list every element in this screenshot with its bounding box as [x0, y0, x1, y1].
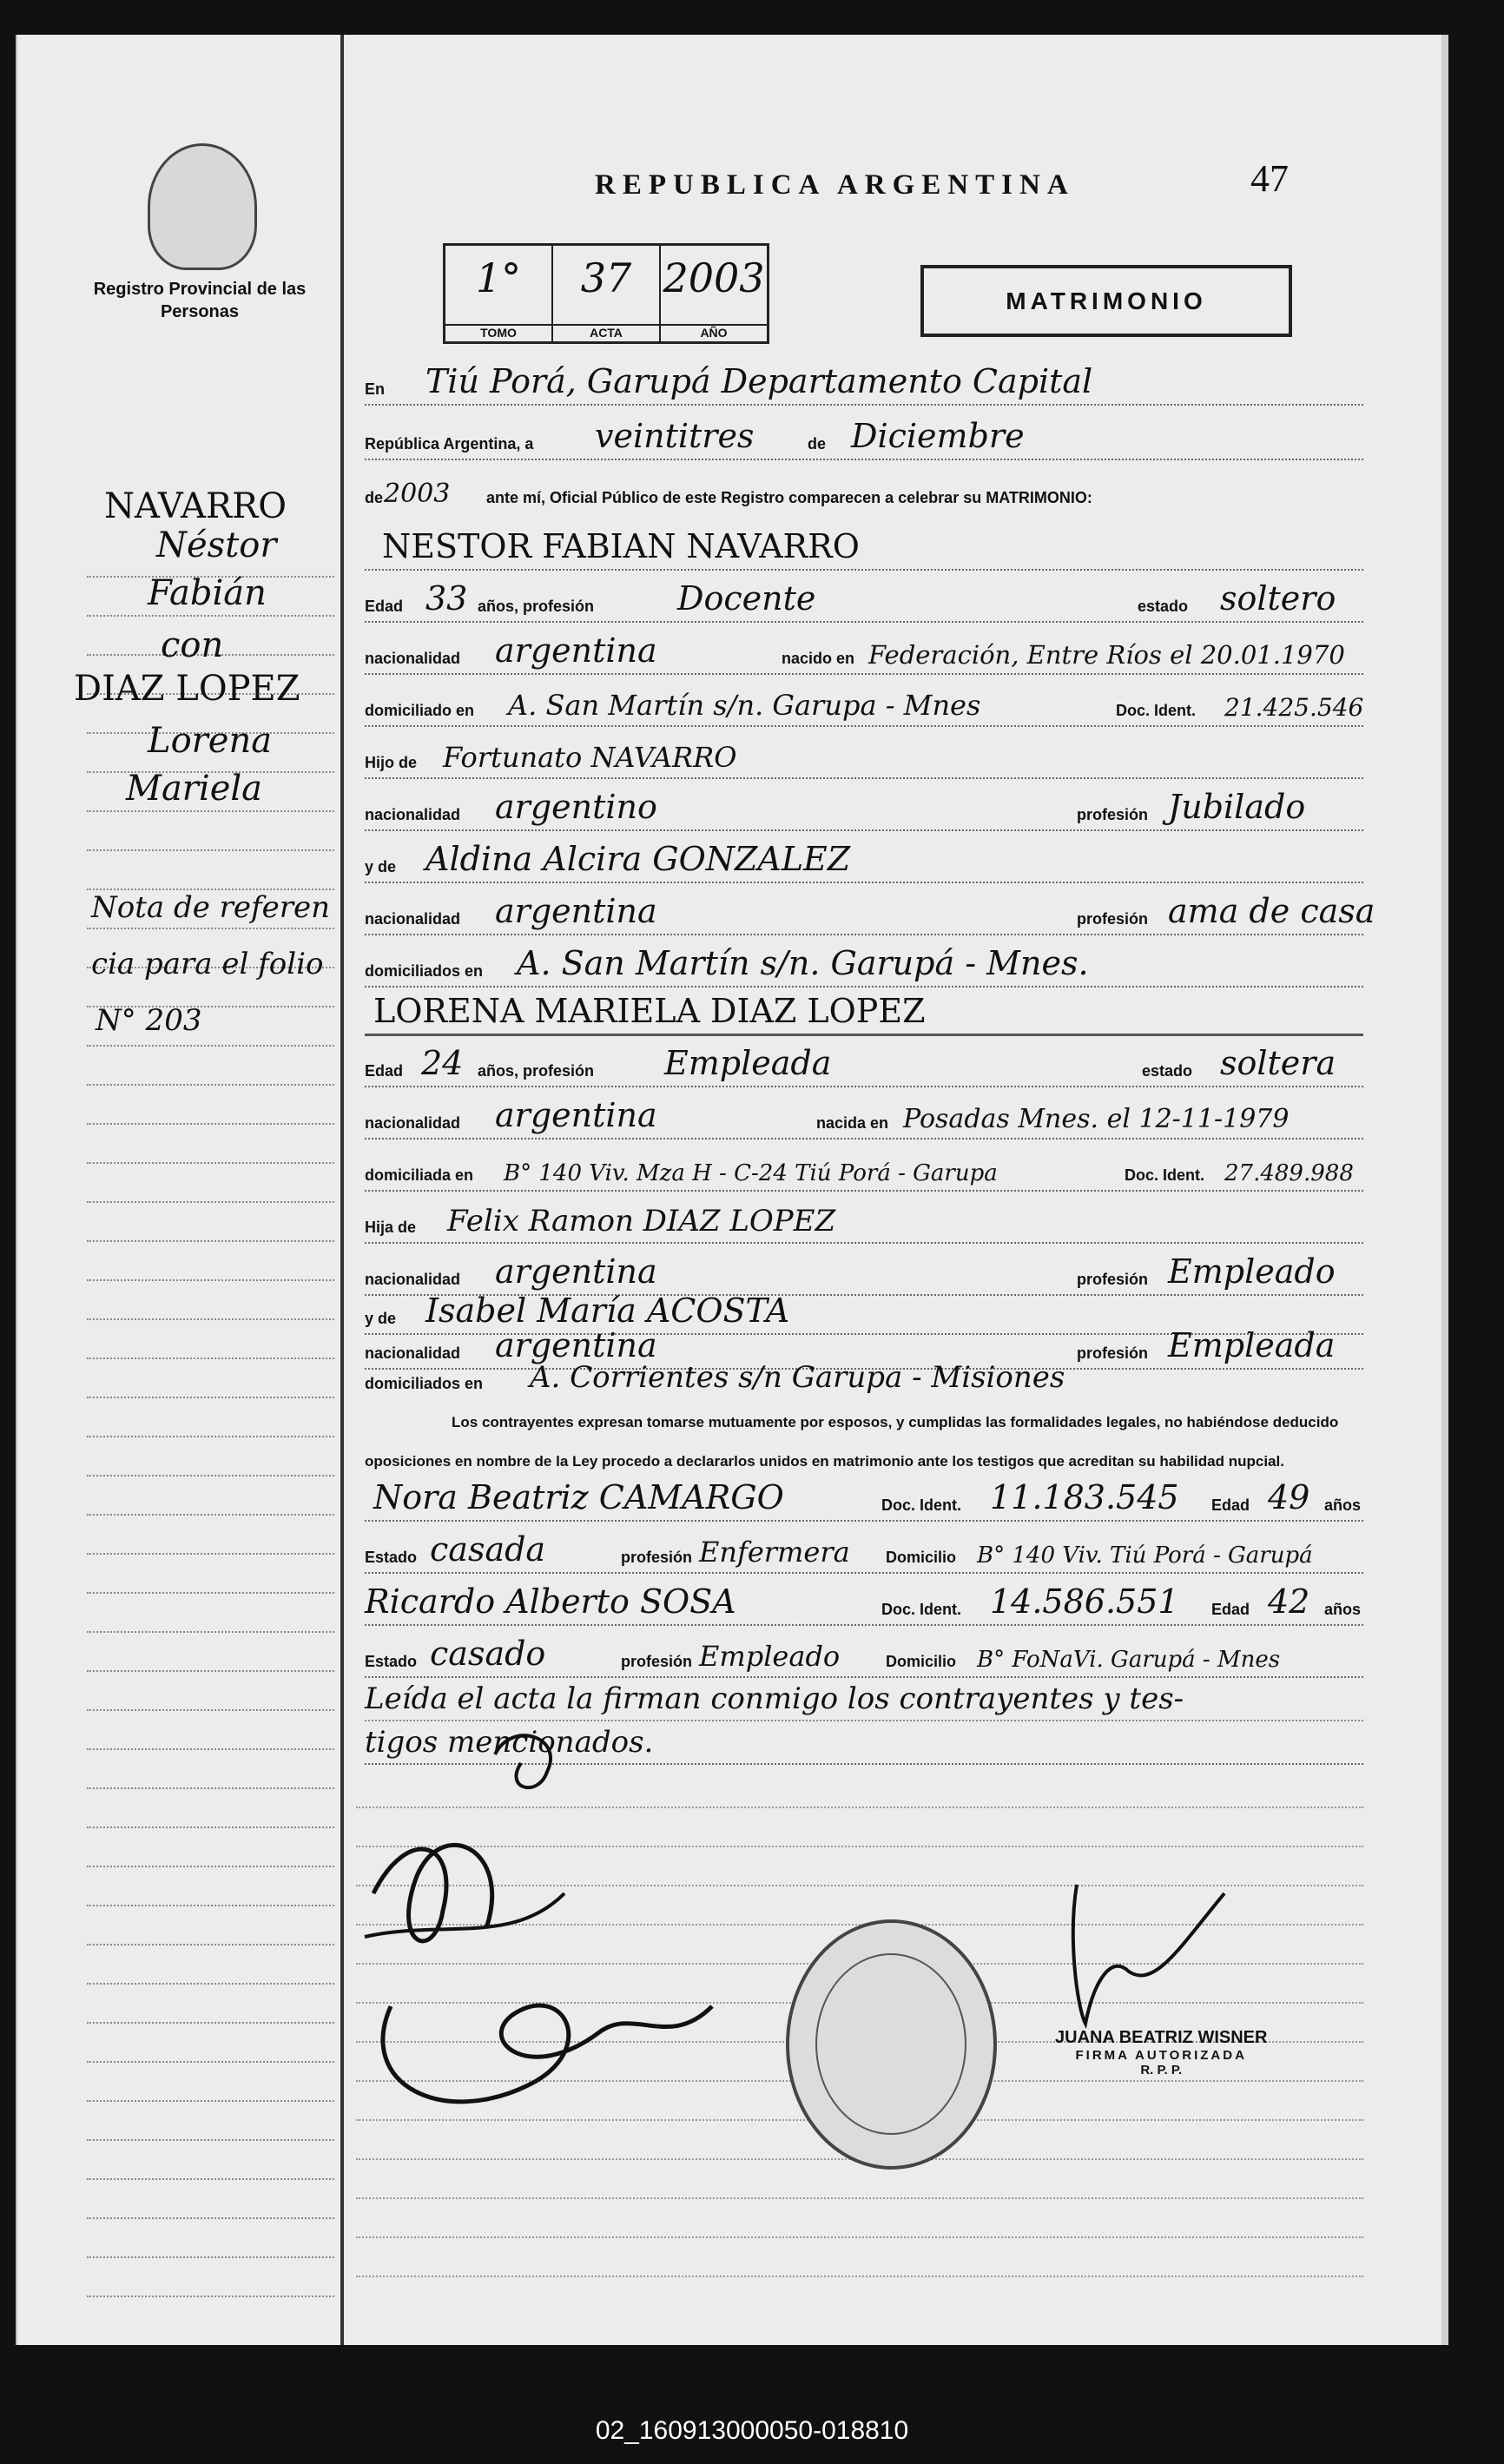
registry-emblem-icon [148, 143, 257, 270]
witness2-estado: casado [430, 1635, 546, 1673]
witness1-estado-label: Estado [365, 1549, 418, 1566]
groom-f-prof-label: profesión [1077, 806, 1149, 823]
bride-doc: 27.489.988 [1224, 1160, 1354, 1186]
witness2-edad-label: Edad [1211, 1601, 1250, 1618]
place-value: Tiú Porá, Garupá Departamento Capital [425, 362, 1093, 400]
anio-label: AÑO [661, 324, 767, 340]
margin-firstname: Néstor [156, 525, 277, 565]
witness1-name-row [365, 1468, 1363, 1522]
witness2-domicile: B° FoNaVi. Garupá - Mnes [977, 1647, 1281, 1673]
groom-age-row [365, 569, 1363, 623]
folio-number: 47 [1250, 157, 1289, 200]
bride-parents-address-row [365, 1359, 1363, 1398]
bride-mother-label: y de [365, 1310, 397, 1327]
bride-profession: Empleada [664, 1044, 832, 1082]
margin-column [17, 35, 344, 2345]
bride-nationality-row [365, 1086, 1363, 1140]
anio-cell [661, 246, 767, 341]
signature-line [356, 2158, 1363, 2199]
bride-birthplace: Posadas Mnes. el 12-11-1979 [903, 1104, 1290, 1134]
margin-secondname: Fabián [148, 573, 267, 613]
bride-age: 24 [421, 1044, 464, 1082]
signature-line [356, 2236, 1363, 2277]
witness1-edad-label: Edad [1211, 1496, 1250, 1514]
day-value: veintitres [595, 417, 755, 455]
tomo-label: TOMO [445, 324, 551, 340]
margin-bride-surname: DIAZ LOPEZ [74, 669, 300, 709]
bride-address: B° 140 Viv. Mza H - C-24 Tiú Porá - Garupa [504, 1160, 998, 1186]
bride-nac-label: nacionalidad [365, 1114, 461, 1132]
bride-f-prof-label: profesión [1077, 1271, 1149, 1288]
country-title: REPUBLICA ARGENTINA [595, 169, 1075, 201]
groom-mother-row [365, 829, 1363, 883]
margin-bride-secondname: Mariela [126, 769, 263, 809]
witness2-doc: 14.586.551 [990, 1582, 1179, 1621]
witness1-dom-label: Domicilio [886, 1549, 957, 1566]
margin-con: con [161, 625, 224, 665]
bride-dom-label: domiciliada en [365, 1166, 474, 1184]
groom-nationality-row [365, 621, 1363, 675]
bride-mother: Isabel María ACOSTA [425, 1291, 790, 1330]
groom-nationality: argentina [495, 631, 657, 670]
reference-note-line2: cia para el folio [91, 947, 324, 981]
bride-m-prof-label: profesión [1077, 1344, 1149, 1362]
groom-address: A. San Martín s/n. Garupa - Mnes [508, 689, 981, 722]
groom-m-prof-label: profesión [1077, 910, 1149, 928]
bride-father-row [365, 1190, 1363, 1244]
file-identifier: 02_160913000050-018810 [595, 2416, 909, 2445]
groom-father-row [365, 725, 1363, 779]
groom-profession: Docente [677, 579, 816, 618]
witness2-anios-label: años [1324, 1601, 1362, 1618]
bride-edad-label: Edad [365, 1062, 404, 1080]
reference-note-line1: Nota de referen [91, 890, 331, 925]
groom-mother-label: y de [365, 858, 397, 875]
witness1-prof-label: profesión [621, 1549, 693, 1566]
intro-year-row [365, 460, 1363, 512]
witness2-prof-label: profesión [621, 1653, 693, 1670]
witness2-name: Ricardo Alberto SOSA [365, 1582, 736, 1621]
tomo-cell [445, 246, 553, 341]
bride-mother-profession: Empleada [1168, 1326, 1336, 1364]
witness1-doc-label: Doc. Ident. [881, 1496, 962, 1514]
bride-father-label: Hija de [365, 1219, 417, 1236]
bride-parents-address: A. Corrientes s/n Garupa - Misiones [530, 1360, 1065, 1395]
witness1-anios-label: años [1324, 1496, 1362, 1514]
witness2-age: 42 [1268, 1582, 1310, 1621]
intro-place-row [365, 352, 1363, 406]
witness2-estado-label: Estado [365, 1653, 418, 1670]
groom-edad-label: Edad [365, 598, 404, 615]
official-seal-icon [786, 1919, 997, 2170]
groom-doc: 21.425.546 [1224, 693, 1364, 722]
official-signature [1059, 1867, 1250, 2041]
registry-name: Registro Provincial de las Personas [93, 280, 307, 321]
en-label: En [365, 380, 386, 398]
bride-name-row [365, 981, 1363, 1036]
official-signature-block [1055, 2028, 1267, 2078]
groom-p-dom-label: domiciliados en [365, 962, 484, 980]
groom-address-row [365, 673, 1363, 727]
witness1-domicile: B° 140 Viv. Tiú Porá - Garupá [977, 1542, 1313, 1569]
month-value: Diciembre [851, 417, 1025, 455]
groom-dom-label: domiciliado en [365, 702, 475, 719]
groom-nac-label: nacionalidad [365, 650, 461, 667]
groom-birthplace: Federación, Entre Ríos el 20.01.1970 [868, 640, 1345, 670]
year-label: de [365, 489, 384, 506]
closing-text-2: tigos mencionados. [365, 1725, 654, 1760]
groom-parents-address: A. San Martín s/n. Garupá - Mnes. [517, 944, 1089, 982]
bride-nationality: argentina [495, 1096, 657, 1134]
official-name: JUANA BEATRIZ WISNER [1055, 2028, 1268, 2047]
bride-f-nac-label: nacionalidad [365, 1271, 461, 1288]
margin-bride-firstname: Lorena [148, 721, 273, 761]
groom-name: NESTOR FABIAN NAVARRO [382, 527, 860, 565]
witness1-detail-row [365, 1520, 1363, 1574]
bride-address-row [365, 1138, 1363, 1192]
groom-born-label: nacido en [782, 650, 855, 667]
bride-prof-label: años, profesión [478, 1062, 595, 1080]
groom-age: 33 [425, 579, 468, 618]
witness1-doc: 11.183.545 [990, 1478, 1179, 1516]
signatures-drawing [339, 1720, 790, 2137]
bride-p-dom-label: domiciliados en [365, 1375, 484, 1392]
witness1-age: 49 [1268, 1478, 1310, 1516]
groom-prof-label: años, profesión [478, 598, 595, 615]
groom-father-label: Hijo de [365, 754, 418, 771]
witness2-doc-label: Doc. Ident. [881, 1601, 962, 1618]
groom-mother: Aldina Alcira GONZALEZ [425, 840, 851, 878]
witness1-name: Nora Beatriz CAMARGO [373, 1478, 784, 1516]
bride-name: LORENA MARIELA DIAZ LOPEZ [373, 992, 926, 1030]
acta-value: 37 [580, 254, 632, 301]
witness2-name-row [365, 1572, 1363, 1626]
bride-mother-nationality: argentina [495, 1326, 657, 1364]
groom-mother-profession: ama de casa [1168, 892, 1375, 930]
groom-estado-label: estado [1138, 598, 1189, 615]
tomo-value: 1° [475, 254, 522, 301]
intro-text: ante mí, Oficial Público de este Registro comparecen a celebrar su MATRIMONIO: [486, 489, 1092, 506]
bride-m-nac-label: nacionalidad [365, 1344, 461, 1362]
groom-father: Fortunato NAVARRO [443, 741, 737, 774]
bride-age-row [365, 1034, 1363, 1087]
bride-father: Felix Ramon DIAZ LOPEZ [447, 1204, 836, 1239]
de-label: de [808, 435, 827, 453]
bride-estado: soltera [1220, 1044, 1336, 1082]
register-page [16, 35, 1441, 2345]
rep-label: República Argentina, a [365, 435, 534, 453]
reference-note-line3: N° 203 [96, 1003, 202, 1038]
bride-doc-label: Doc. Ident. [1125, 1166, 1205, 1184]
acta-label: ACTA [553, 324, 659, 340]
witness2-dom-label: Domicilio [886, 1653, 957, 1670]
margin-surname: NAVARRO [104, 486, 287, 526]
groom-m-nac-label: nacionalidad [365, 910, 461, 928]
year-value: 2003 [384, 479, 451, 509]
bride-estado-label: estado [1142, 1062, 1193, 1080]
bride-father-profession: Empleado [1168, 1252, 1336, 1291]
groom-estado: soltero [1220, 579, 1336, 618]
record-reference-table [443, 243, 769, 344]
declaration-text: Los contrayentes expresan tomarse mutuamente por esposos, y cumplidas las formalidades legales, no habiéndose deducido oposiciones en nombre de la Ley procedo a declararlos unidos en matrimonio ante los testigos que acreditan su habilidad nupcial. [365, 1414, 1339, 1470]
closing-text-1: Leída el acta la firman conmigo los contrayentes y tes- [365, 1681, 1184, 1716]
groom-f-nac-label: nacionalidad [365, 806, 461, 823]
official-title: FIRMA AUTORIZADA [1075, 2048, 1247, 2063]
groom-mother-nationality: argentina [495, 892, 657, 930]
acta-cell [553, 246, 661, 341]
intro-date-row [365, 406, 1363, 460]
groom-father-nat-row [365, 777, 1363, 831]
groom-father-nationality: argentino [495, 788, 657, 826]
bride-father-nationality: argentina [495, 1252, 657, 1291]
anio-value: 2003 [663, 254, 765, 301]
witness2-profession: Empleado [699, 1640, 841, 1673]
groom-father-profession: Jubilado [1168, 788, 1306, 826]
groom-parents-address-row [365, 934, 1363, 988]
witness1-profession: Enfermera [699, 1536, 850, 1569]
act-type-box: MATRIMONIO [920, 265, 1292, 337]
bride-born-label: nacida en [816, 1114, 889, 1132]
official-org: R. P. P. [1140, 2063, 1183, 2078]
witness1-estado: casada [430, 1530, 546, 1569]
groom-doc-label: Doc. Ident. [1116, 702, 1197, 719]
signature-line [356, 2197, 1363, 2238]
groom-name-row [365, 517, 1363, 571]
groom-mother-nat-row [365, 882, 1375, 935]
